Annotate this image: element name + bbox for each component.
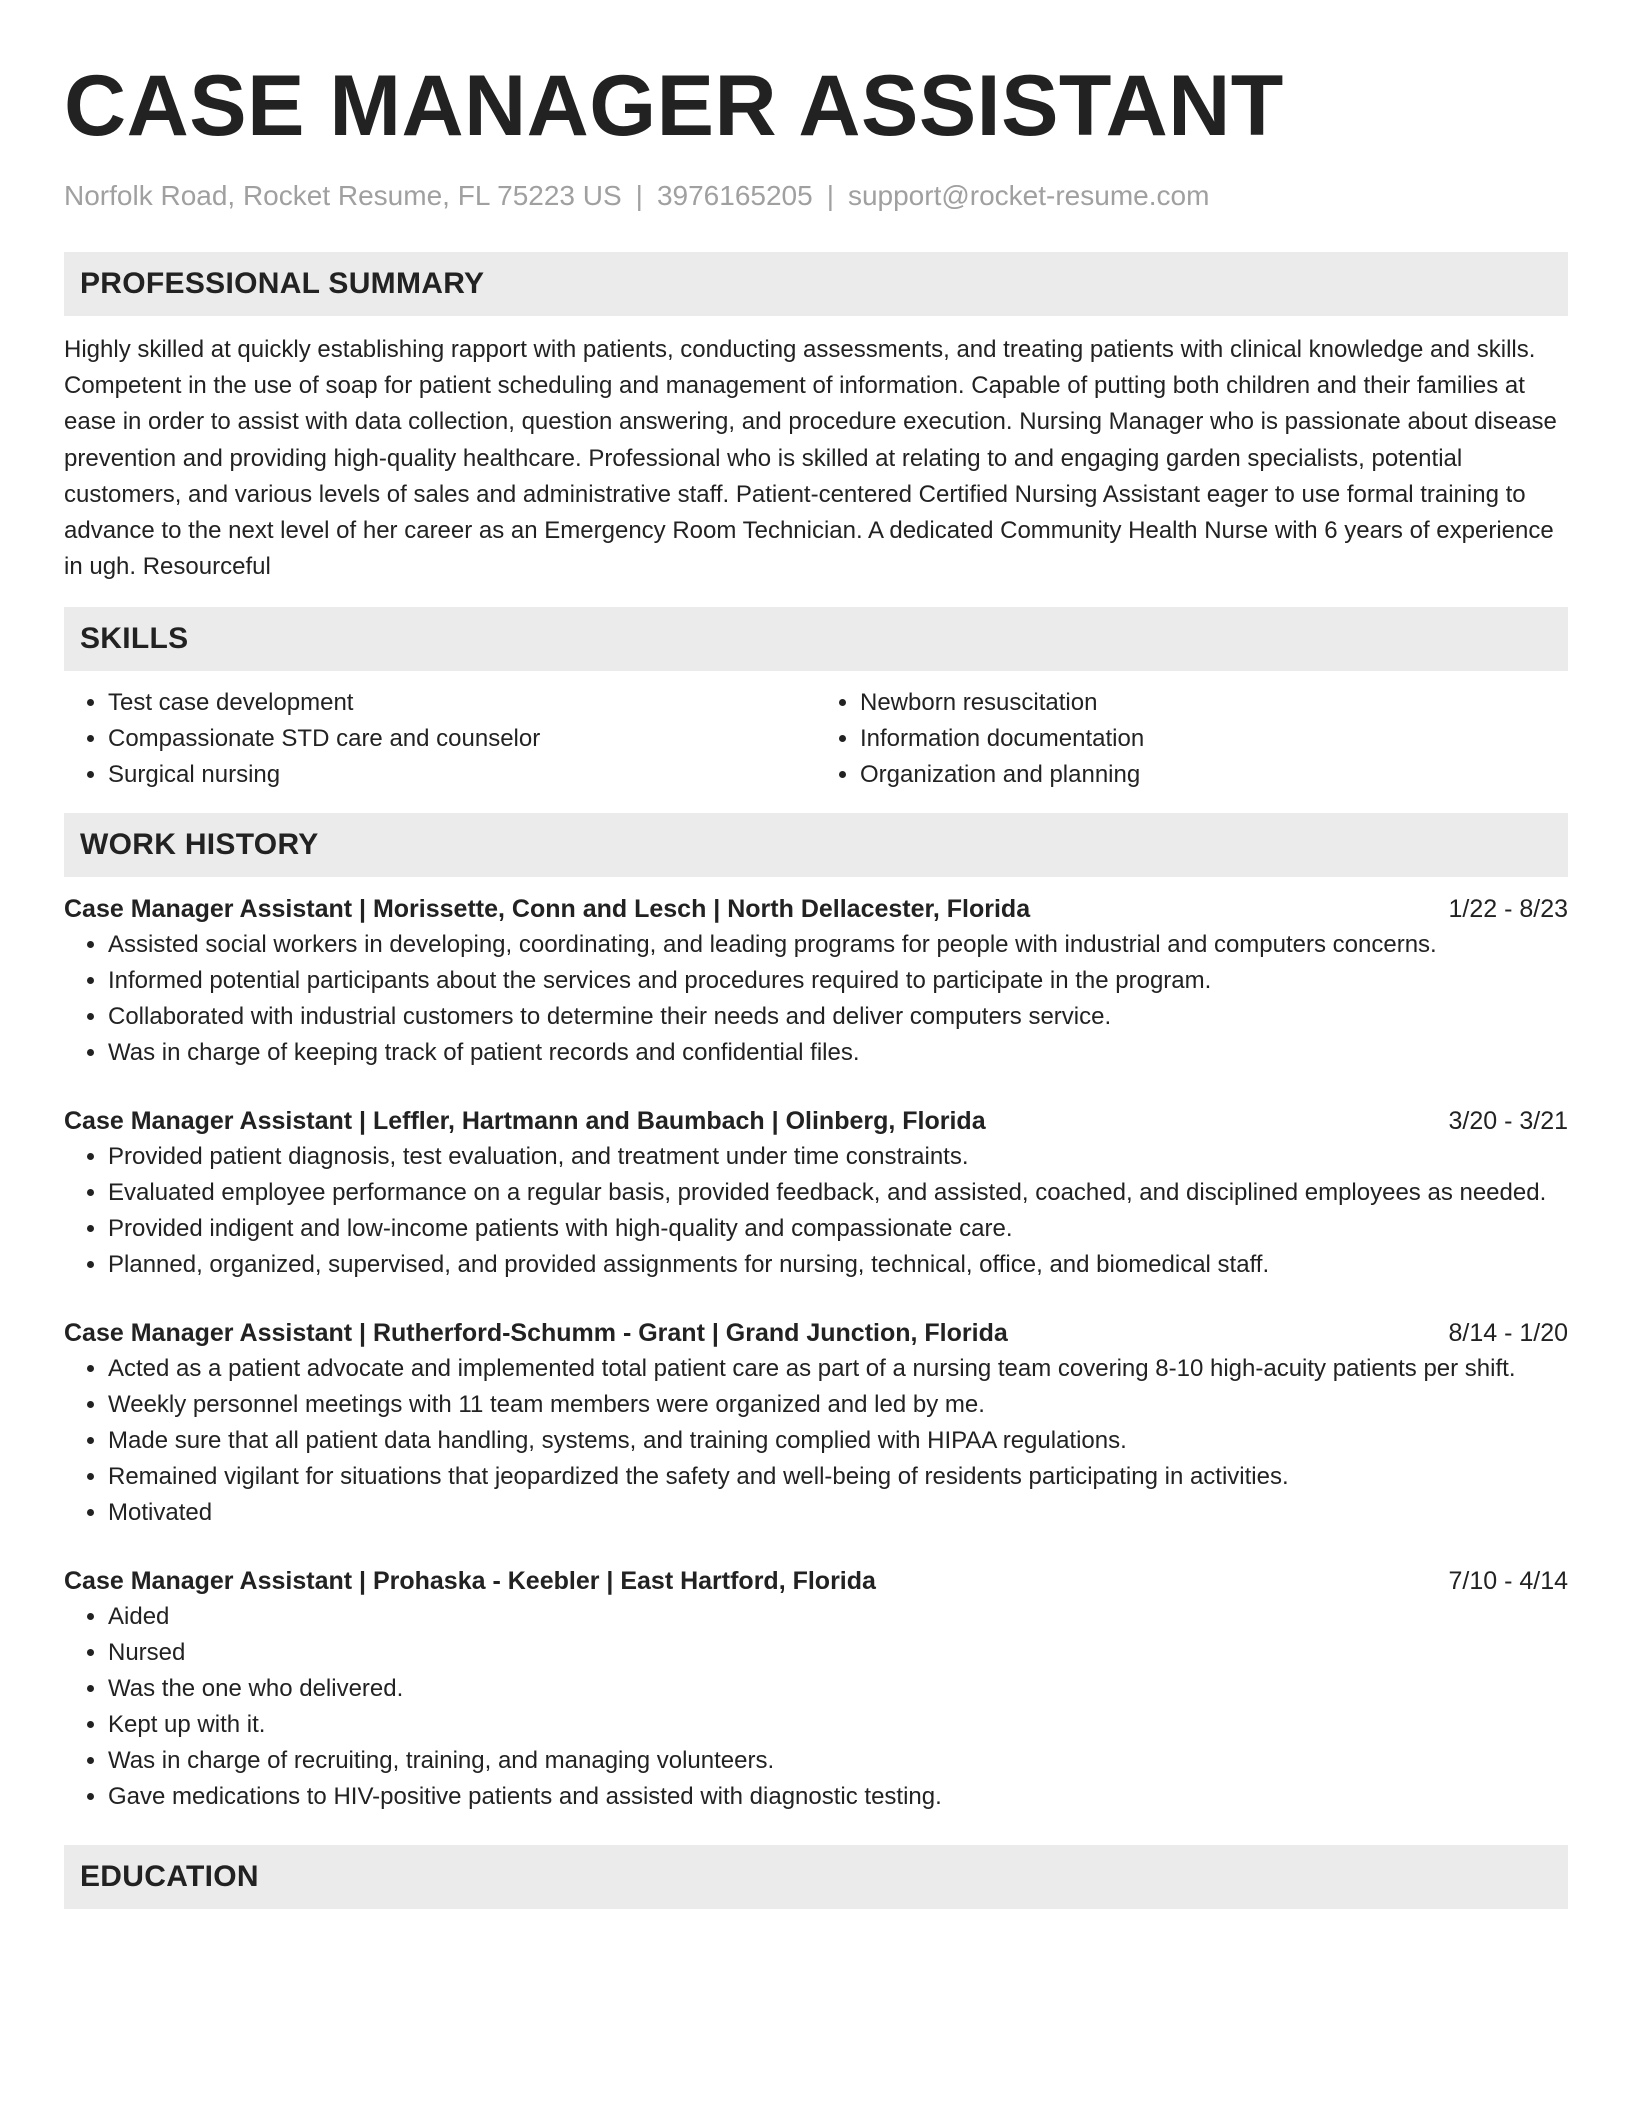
skill-item: • Organization and planning <box>860 757 1568 793</box>
job-bullet: • Collaborated with industrial customers to determine their needs and deliver computers service. <box>108 999 1568 1035</box>
job-bullet: • Made sure that all patient data handling, systems, and training complied with HIPAA regulations. <box>108 1423 1568 1459</box>
section-header-education: EDUCATION <box>64 1845 1568 1909</box>
job-bullet: • Was the one who delivered. <box>108 1671 1568 1707</box>
summary-text: Highly skilled at quickly establishing rapport with patients, conducting assessments, and treating patients with clinical knowledge and skills. Competent in the use of soap for patient scheduling and management of information. Capable of putting both children and their families at ease in order to assist with data collection, question answering, and procedure execution. Nursing Manager who is passionate about disease prevention and providing high-quality healthcare. Professional who is skilled at relating to and engaging garden specialists, potential customers, and various levels of sales and administrative staff. Patient-centered Certified Nursing Assistant eager to use formal training to advance to the next level of her career as an Emergency Room Technician. A dedicated Community Health Nurse with 6 years of experience in ugh. Resourceful <box>64 336 1557 581</box>
job-bullet: • Remained vigilant for situations that jeopardized the safety and well-being of residents participating in activities. <box>108 1459 1568 1495</box>
job-bullet: • Acted as a patient advocate and implemented total patient care as part of a nursing team covering 8-10 high-acuity patients per shift. <box>108 1351 1568 1387</box>
skill-item: • Surgical nursing <box>108 757 816 793</box>
section-header-summary: PROFESSIONAL SUMMARY <box>64 252 1568 316</box>
job-bullet: • Kept up with it. <box>108 1707 1568 1743</box>
contact-address: Norfolk Road, Rocket Resume, FL 75223 US <box>64 180 622 211</box>
job-entry <box>64 1563 1568 1815</box>
skills-list-left <box>64 685 816 793</box>
job-header <box>64 1563 1568 1599</box>
job-entry <box>64 1315 1568 1531</box>
contact-separator: | <box>826 180 834 211</box>
job-bullets <box>64 1139 1568 1283</box>
skills-list-right <box>816 685 1568 793</box>
skill-item: • Information documentation <box>860 721 1568 757</box>
job-bullets <box>64 1599 1568 1815</box>
skills-grid <box>64 685 1568 793</box>
job-dates: 7/10 - 4/14 <box>1448 1567 1568 1596</box>
job-bullets <box>64 927 1568 1071</box>
job-title: Case Manager Assistant | Prohaska - Keebler | East Hartford, Florida <box>64 1567 876 1596</box>
job-bullet: • Informed potential participants about the services and procedures required to participate in the program. <box>108 963 1568 999</box>
job-dates: 3/20 - 3/21 <box>1448 1107 1568 1136</box>
job-bullets <box>64 1351 1568 1531</box>
job-bullet: • Gave medications to HIV-positive patients and assisted with diagnostic testing. <box>108 1779 1568 1815</box>
job-bullet: • Evaluated employee performance on a regular basis, provided feedback, and assisted, coached, and disciplined employees as needed. <box>108 1175 1568 1211</box>
section-header-skills: SKILLS <box>64 607 1568 671</box>
section-header-work-history: WORK HISTORY <box>64 813 1568 877</box>
job-title: Case Manager Assistant | Leffler, Hartmann and Baumbach | Olinberg, Florida <box>64 1107 986 1136</box>
job-entry <box>64 891 1568 1071</box>
skill-item: • Newborn resuscitation <box>860 685 1568 721</box>
contact-separator: | <box>635 180 643 211</box>
job-bullet: • Weekly personnel meetings with 11 team members were organized and led by me. <box>108 1387 1568 1423</box>
job-bullet: • Motivated <box>108 1495 1568 1531</box>
job-dates: 8/14 - 1/20 <box>1448 1319 1568 1348</box>
contact-line <box>64 178 1568 214</box>
skill-item: • Compassionate STD care and counselor <box>108 721 816 757</box>
job-bullet: • Aided <box>108 1599 1568 1635</box>
job-entry <box>64 1103 1568 1283</box>
job-header <box>64 891 1568 927</box>
job-bullet: • Assisted social workers in developing, coordinating, and leading programs for people with industrial and computers concerns. <box>108 927 1568 963</box>
candidate-name: CASE MANAGER ASSISTANT <box>64 58 1284 154</box>
skill-item: • Test case development <box>108 685 816 721</box>
job-title: Case Manager Assistant | Rutherford-Schumm - Grant | Grand Junction, Florida <box>64 1319 1008 1348</box>
job-bullet: • Was in charge of keeping track of patient records and confidential files. <box>108 1035 1568 1071</box>
job-header <box>64 1315 1568 1351</box>
job-dates: 1/22 - 8/23 <box>1448 895 1568 924</box>
contact-phone: 3976165205 <box>656 180 813 211</box>
contact-email: support@rocket-resume.com <box>847 180 1210 211</box>
job-bullet: • Was in charge of recruiting, training, and managing volunteers. <box>108 1743 1568 1779</box>
job-header <box>64 1103 1568 1139</box>
job-bullet: • Planned, organized, supervised, and provided assignments for nursing, technical, office, and biomedical staff. <box>108 1247 1568 1283</box>
job-bullet: • Nursed <box>108 1635 1568 1671</box>
job-bullet: • Provided indigent and low-income patients with high-quality and compassionate care. <box>108 1211 1568 1247</box>
job-title: Case Manager Assistant | Morissette, Conn and Lesch | North Dellacester, Florida <box>64 895 1031 924</box>
job-bullet: • Provided patient diagnosis, test evaluation, and treatment under time constraints. <box>108 1139 1568 1175</box>
